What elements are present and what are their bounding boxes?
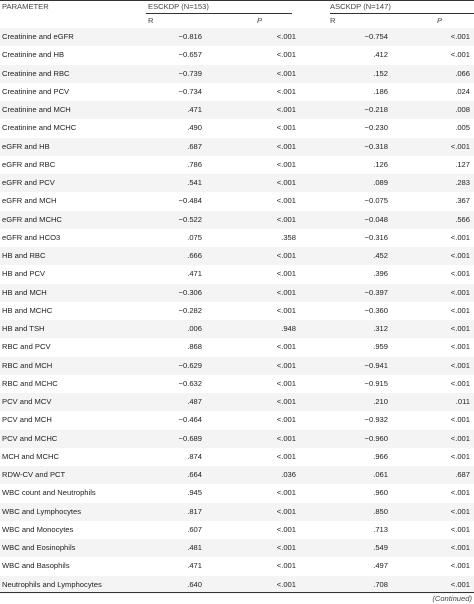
header-esckdp-p: P: [257, 16, 263, 25]
esckdp-p-cell: <.001: [276, 214, 296, 224]
asckdp-p-cell: <.001: [450, 579, 470, 589]
esckdp-r-cell: .664: [187, 470, 202, 479]
asckdp-p-cell: <.001: [450, 415, 470, 425]
esckdp-p-cell: <.001: [276, 579, 296, 589]
table-row: [0, 83, 474, 101]
asckdp-p-cell: <.001: [450, 251, 470, 260]
table-row: [0, 557, 474, 575]
table-row: [0, 119, 474, 137]
esckdp-r-cell: .687: [187, 141, 202, 151]
esckdp-r-cell: −0.816: [178, 32, 202, 41]
table-row: [0, 65, 474, 83]
asckdp-p-cell: <.001: [450, 433, 470, 443]
asckdp-p-cell: <.001: [450, 378, 470, 388]
table-row: [0, 211, 474, 229]
asckdp-r-cell: .959: [373, 342, 388, 352]
asckdp-p-cell: <.001: [450, 488, 470, 498]
parameter-cell: RBC and PCV: [2, 342, 51, 352]
parameter-cell: MCH and MCHC: [2, 451, 59, 461]
asckdp-r-cell: .186: [373, 86, 388, 96]
esckdp-p-cell: <.001: [276, 415, 296, 425]
esckdp-r-cell: −0.464: [178, 415, 202, 425]
esckdp-r-cell: .607: [187, 524, 202, 534]
esckdp-r-cell: −0.629: [178, 360, 202, 370]
esckdp-r-cell: −0.282: [178, 305, 202, 315]
table-row: [0, 265, 474, 283]
asckdp-r-cell: −0.230: [364, 123, 388, 133]
esckdp-p-cell: <.001: [276, 397, 296, 406]
parameter-cell: RBC and MCH: [2, 360, 53, 370]
asckdp-r-cell: .713: [373, 524, 388, 534]
esckdp-r-cell: −0.306: [178, 287, 202, 297]
table-row: [0, 338, 474, 356]
asckdp-r-cell: −0.316: [364, 232, 388, 242]
asckdp-p-cell: .687: [455, 470, 470, 479]
asckdp-p-cell: <.001: [450, 232, 470, 242]
parameter-cell: WBC and Lymphocytes: [2, 506, 82, 516]
esckdp-r-cell: −0.632: [178, 378, 202, 388]
table-row: [0, 357, 474, 375]
asckdp-r-cell: −0.960: [364, 433, 388, 443]
parameter-cell: PCV and MCV: [2, 397, 52, 406]
parameter-cell: Creatinine and RBC: [2, 68, 70, 78]
parameter-cell: eGFR and MCH: [2, 196, 57, 206]
asckdp-r-cell: −0.915: [364, 378, 388, 388]
esckdp-r-cell: .471: [187, 561, 202, 571]
asckdp-r-cell: .152: [373, 68, 388, 78]
asckdp-r-cell: −0.932: [364, 415, 388, 425]
esckdp-p-cell: <.001: [276, 524, 296, 534]
table-row: [0, 247, 474, 265]
header-group-asckdp: ASCKDP (N=147): [330, 2, 391, 11]
esckdp-r-cell: .868: [187, 342, 202, 352]
asckdp-p-cell: .127: [455, 159, 470, 169]
parameter-cell: Neutrophils and Lymphocytes: [2, 579, 102, 589]
asckdp-p-cell: <.001: [450, 561, 470, 571]
parameter-cell: Creatinine and MCH: [2, 105, 71, 114]
table-row: [0, 192, 474, 210]
parameter-cell: PCV and MCH: [2, 415, 52, 425]
esckdp-p-cell: <.001: [276, 342, 296, 352]
table-bottom-rule: [0, 592, 474, 593]
table-row: [0, 484, 474, 502]
asckdp-r-cell: .452: [373, 251, 388, 260]
asckdp-r-cell: .966: [373, 451, 388, 461]
table-row: [0, 156, 474, 174]
asckdp-r-cell: −0.218: [364, 105, 388, 114]
esckdp-r-cell: .471: [187, 269, 202, 279]
parameter-cell: Creatinine and MCHC: [2, 123, 77, 133]
asckdp-r-cell: .312: [373, 324, 388, 333]
esckdp-p-cell: <.001: [276, 287, 296, 297]
asckdp-p-cell: <.001: [450, 342, 470, 352]
esckdp-p-cell: <.001: [276, 269, 296, 279]
esckdp-p-cell: <.001: [276, 105, 296, 114]
table-row: [0, 174, 474, 192]
asckdp-r-cell: −0.075: [364, 196, 388, 206]
asckdp-p-cell: <.001: [450, 524, 470, 534]
table-row: [0, 101, 474, 119]
parameter-cell: HB and MCHC: [2, 305, 53, 315]
esckdp-r-cell: −0.657: [178, 50, 202, 60]
asckdp-p-cell: .367: [455, 196, 470, 206]
parameter-cell: HB and MCH: [2, 287, 47, 297]
asckdp-r-cell: −0.048: [364, 214, 388, 224]
asckdp-r-cell: .061: [373, 470, 388, 479]
table-row: [0, 521, 474, 539]
asckdp-r-cell: −0.360: [364, 305, 388, 315]
esckdp-p-cell: <.001: [276, 178, 296, 187]
esckdp-p-cell: <.001: [276, 251, 296, 260]
esckdp-p-cell: <.001: [276, 305, 296, 315]
esckdp-p-cell: .036: [281, 470, 296, 479]
asckdp-p-cell: .011: [455, 397, 470, 406]
header-asckdp-r: R: [330, 16, 336, 25]
esckdp-r-cell: −0.739: [178, 68, 202, 78]
asckdp-r-cell: −0.397: [364, 287, 388, 297]
asckdp-r-cell: .396: [373, 269, 388, 279]
esckdp-p-cell: <.001: [276, 378, 296, 388]
asckdp-p-cell: <.001: [450, 324, 470, 333]
esckdp-r-cell: .666: [187, 251, 202, 260]
parameter-cell: eGFR and HB: [2, 141, 50, 151]
esckdp-p-cell: <.001: [276, 451, 296, 461]
asckdp-r-cell: .412: [373, 50, 388, 60]
table-header-row-2: [0, 14, 474, 28]
esckdp-p-cell: <.001: [276, 196, 296, 206]
esckdp-r-cell: .817: [187, 506, 202, 516]
esckdp-p-cell: <.001: [276, 433, 296, 443]
asckdp-p-cell: <.001: [450, 305, 470, 315]
asckdp-p-cell: .566: [455, 214, 470, 224]
esckdp-r-cell: −0.689: [178, 433, 202, 443]
esckdp-r-cell: −0.522: [178, 214, 202, 224]
esckdp-r-cell: .874: [187, 451, 202, 461]
esckdp-r-cell: .945: [187, 488, 202, 498]
parameter-cell: WBC count and Neutrophils: [2, 488, 96, 498]
asckdp-r-cell: −0.941: [364, 360, 388, 370]
parameter-cell: RBC and MCHC: [2, 378, 58, 388]
parameter-cell: eGFR and RBC: [2, 159, 56, 169]
header-parameter: PARAMETER: [2, 2, 49, 11]
esckdp-p-cell: .948: [281, 324, 296, 333]
table-row: [0, 448, 474, 466]
asckdp-p-cell: .283: [455, 178, 470, 187]
header-group-esckdp: ESCKDP (N=153): [148, 2, 209, 11]
asckdp-p-cell: <.001: [450, 360, 470, 370]
esckdp-r-cell: .487: [187, 397, 202, 406]
esckdp-r-cell: .490: [187, 123, 202, 133]
esckdp-p-cell: <.001: [276, 86, 296, 96]
esckdp-r-cell: .640: [187, 579, 202, 589]
asckdp-p-cell: <.001: [450, 269, 470, 279]
asckdp-p-cell: <.001: [450, 141, 470, 151]
esckdp-p-cell: <.001: [276, 123, 296, 133]
parameter-cell: Creatinine and HB: [2, 50, 65, 60]
esckdp-r-cell: .786: [187, 159, 202, 169]
esckdp-p-cell: <.001: [276, 506, 296, 516]
table-row: [0, 503, 474, 521]
asckdp-p-cell: <.001: [450, 451, 470, 461]
esckdp-p-cell: <.001: [276, 50, 296, 60]
table-row: [0, 28, 474, 46]
header-esckdp-r: R: [148, 16, 154, 25]
esckdp-r-cell: .481: [187, 543, 202, 552]
asckdp-r-cell: −0.318: [364, 141, 388, 151]
parameter-cell: PCV and MCHC: [2, 433, 58, 443]
parameter-cell: WBC and Basophils: [2, 561, 70, 571]
parameter-cell: eGFR and HCO3: [2, 232, 61, 242]
asckdp-p-cell: .024: [455, 86, 470, 96]
asckdp-r-cell: .960: [373, 488, 388, 498]
table-row: [0, 411, 474, 429]
asckdp-r-cell: .089: [373, 178, 388, 187]
header-asckdp-p: P: [437, 16, 443, 25]
esckdp-r-cell: .541: [187, 178, 202, 187]
esckdp-p-cell: <.001: [276, 141, 296, 151]
asckdp-p-cell: <.001: [450, 50, 470, 60]
asckdp-r-cell: .126: [373, 159, 388, 169]
table-row: [0, 576, 474, 594]
esckdp-p-cell: <.001: [276, 68, 296, 78]
parameter-cell: eGFR and PCV: [2, 178, 55, 187]
table-row: [0, 393, 474, 411]
continued-note: (Continued): [432, 594, 472, 603]
esckdp-p-cell: <.001: [276, 561, 296, 571]
table-row: [0, 284, 474, 302]
parameter-cell: Creatinine and PCV: [2, 86, 70, 96]
asckdp-p-cell: .066: [455, 68, 470, 78]
esckdp-p-cell: .358: [281, 232, 296, 242]
asckdp-r-cell: .210: [373, 397, 388, 406]
table-row: [0, 229, 474, 247]
table-row: [0, 466, 474, 484]
asckdp-p-cell: .005: [455, 123, 470, 133]
table-row: [0, 46, 474, 64]
asckdp-r-cell: .549: [373, 543, 388, 552]
esckdp-p-cell: <.001: [276, 543, 296, 552]
esckdp-r-cell: −0.484: [178, 196, 202, 206]
asckdp-r-cell: .850: [373, 506, 388, 516]
asckdp-p-cell: <.001: [450, 32, 470, 41]
esckdp-p-cell: <.001: [276, 32, 296, 41]
parameter-cell: Creatinine and eGFR: [2, 32, 74, 41]
esckdp-p-cell: <.001: [276, 488, 296, 498]
parameter-cell: WBC and Eosinophils: [2, 543, 76, 552]
table-row: [0, 430, 474, 448]
asckdp-p-cell: <.001: [450, 287, 470, 297]
asckdp-r-cell: .708: [373, 579, 388, 589]
esckdp-p-cell: <.001: [276, 159, 296, 169]
parameter-cell: eGFR and MCHC: [2, 214, 62, 224]
esckdp-p-cell: <.001: [276, 360, 296, 370]
esckdp-r-cell: .471: [187, 105, 202, 114]
table-row: [0, 138, 474, 156]
asckdp-r-cell: .497: [373, 561, 388, 571]
parameter-cell: RDW-CV and PCT: [2, 470, 66, 479]
asckdp-r-cell: −0.754: [364, 32, 388, 41]
parameter-cell: HB and PCV: [2, 269, 46, 279]
esckdp-r-cell: .075: [187, 232, 202, 242]
table-row: [0, 302, 474, 320]
asckdp-p-cell: <.001: [450, 506, 470, 516]
parameter-cell: WBC and Monocytes: [2, 524, 74, 534]
table-header-row-1: [0, 0, 474, 14]
esckdp-r-cell: .006: [187, 324, 202, 333]
table-row: [0, 320, 474, 338]
asckdp-p-cell: <.001: [450, 543, 470, 552]
esckdp-r-cell: −0.734: [178, 86, 202, 96]
parameter-cell: HB and RBC: [2, 251, 46, 260]
asckdp-p-cell: .008: [455, 105, 470, 114]
parameter-cell: HB and TSH: [2, 324, 45, 333]
table-row: [0, 375, 474, 393]
table-row: [0, 539, 474, 557]
